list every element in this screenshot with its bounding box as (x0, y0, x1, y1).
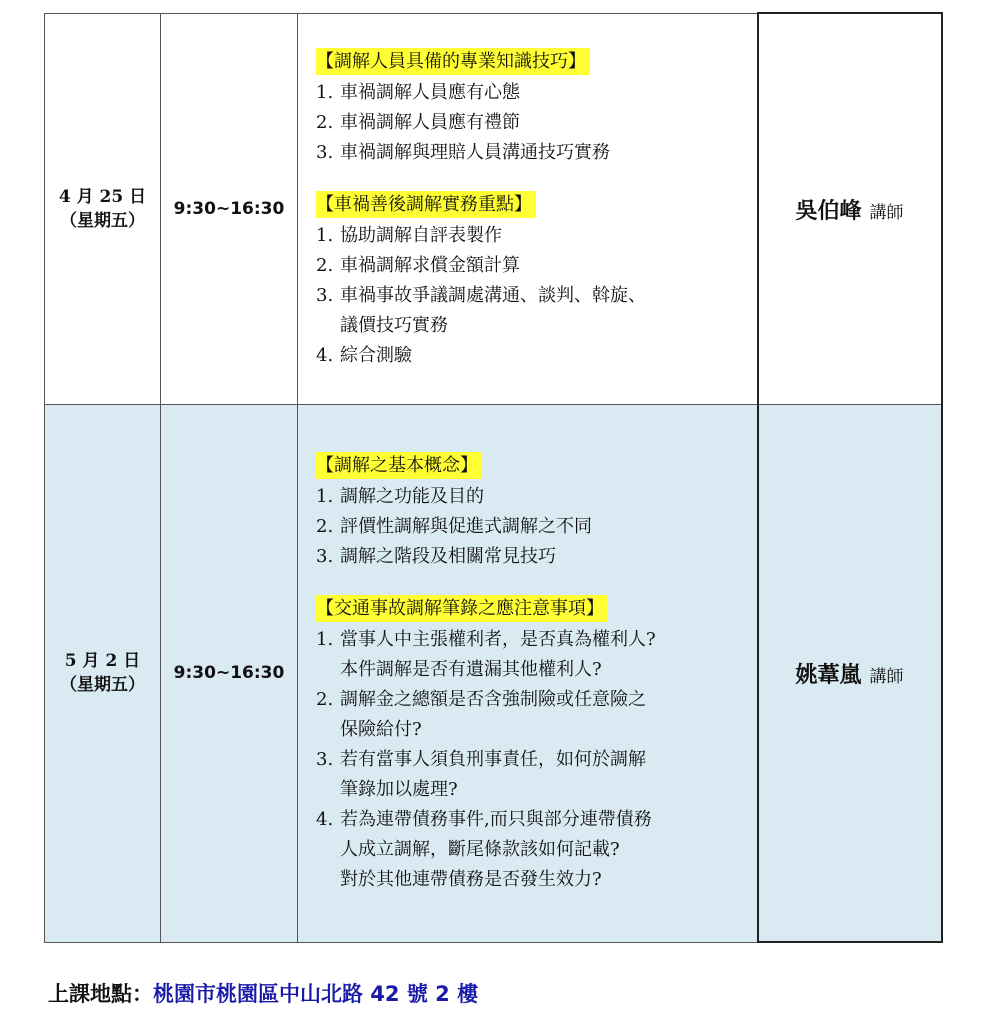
topic-section (316, 190, 757, 371)
list-item-continuation: 本件調解是否有遺漏其他權利人? (340, 659, 602, 681)
section-title: 【調解之基本概念】 (316, 452, 482, 479)
teacher-title: 講師 (869, 666, 904, 687)
session-date: 4 月 25 日 (58, 186, 147, 207)
course-schedule-table (44, 12, 943, 943)
list-item: 3. 車禍調解與理賠人員溝通技巧實務 (316, 141, 610, 163)
teacher-name: 姚葦嵐 (795, 662, 862, 688)
schedule-row (45, 405, 942, 943)
location-label: 上課地點： (48, 982, 153, 1006)
teacher-cell (758, 405, 942, 943)
location-address: 桃園市桃園區中山北路 42 號 2 樓 (153, 982, 479, 1006)
session-weekday: （星期五） (60, 210, 145, 231)
list-item: 2. 評價性調解與促進式調解之不同 (316, 516, 592, 538)
section-title: 【交通事故調解筆錄之應注意事項】 (316, 595, 608, 622)
section-title: 【車禍善後調解實務重點】 (316, 191, 536, 218)
topic-section (316, 594, 757, 895)
date-cell (45, 405, 161, 943)
session-time: 9:30~16:30 (161, 13, 298, 405)
list-item-continuation: 保險給付? (340, 719, 422, 741)
session-time: 9:30~16:30 (161, 405, 298, 943)
list-item: 1. 車禍調解人員應有心態 (316, 81, 520, 103)
session-weekday: （星期五） (60, 675, 145, 696)
list-item: 3. 車禍事故爭議調處溝通、談判、斡旋、 (316, 284, 646, 306)
teacher-title: 講師 (869, 202, 904, 223)
list-item: 2. 車禍調解人員應有禮節 (316, 111, 520, 133)
list-item: 2. 調解金之總額是否含強制險或任意險之 (316, 689, 646, 711)
teacher-name: 吳伯峰 (795, 198, 862, 224)
class-location (48, 978, 478, 1008)
content-cell (298, 405, 758, 943)
list-item: 1. 協助調解自評表製作 (316, 224, 502, 246)
list-item-continuation: 議價技巧實務 (340, 314, 448, 336)
date-cell (45, 13, 161, 405)
topic-section (316, 451, 757, 572)
list-item: 4. 綜合測驗 (316, 344, 412, 366)
topic-section (316, 47, 757, 168)
content-cell (298, 13, 758, 405)
list-item: 3. 調解之階段及相關常見技巧 (316, 546, 556, 568)
list-item: 1. 調解之功能及目的 (316, 486, 484, 508)
list-item-continuation: 對於其他連帶債務是否發生效力? (340, 869, 602, 891)
list-item: 3. 若有當事人須負刑事責任，如何於調解 (316, 749, 646, 771)
teacher-cell (758, 13, 942, 405)
list-item: 1. 當事人中主張權利者，是否真為權利人? (316, 629, 656, 651)
list-item: 2. 車禍調解求償金額計算 (316, 254, 520, 276)
list-item-continuation: 人成立調解，斷尾條款該如何記載? (340, 839, 620, 861)
section-title: 【調解人員具備的專業知識技巧】 (316, 48, 590, 75)
list-item-continuation: 筆錄加以處理? (340, 779, 458, 801)
session-date: 5 月 2 日 (64, 651, 141, 672)
list-item: 4. 若為連帶債務事件,而只與部分連帶債務 (316, 809, 652, 831)
schedule-row (45, 13, 942, 405)
